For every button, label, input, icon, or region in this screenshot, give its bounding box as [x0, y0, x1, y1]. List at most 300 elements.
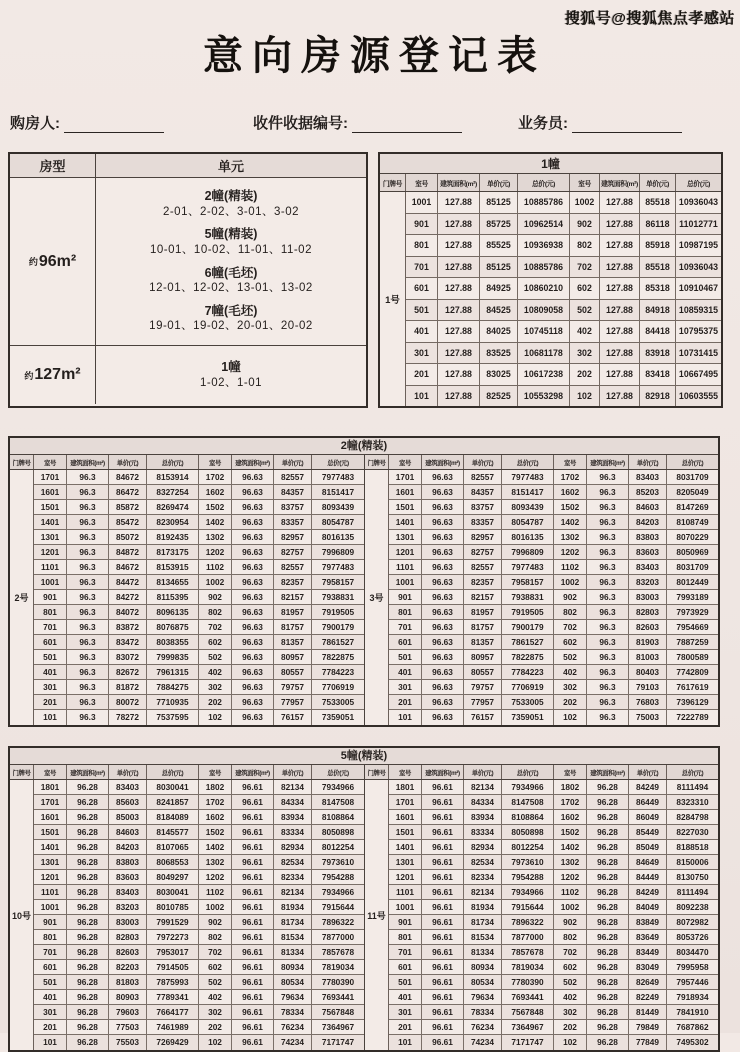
- total-price-cell: 7938831: [321, 591, 355, 602]
- total-price-cell: 8151417: [502, 485, 554, 499]
- door-number-3: 3号: [365, 470, 389, 725]
- unit-price-cell: 86472: [109, 485, 147, 499]
- unit-price-cell: 85518: [640, 257, 676, 278]
- column-header: 单价(元): [274, 455, 312, 469]
- unit-price-cell: 79634: [274, 990, 312, 1004]
- area-cell: 127.88: [438, 192, 480, 213]
- total-price-cell: 7918934: [676, 991, 709, 1002]
- area-cell: 96.61: [422, 870, 464, 884]
- total-price-cell: 7780390: [321, 976, 355, 987]
- price-row: [34, 560, 364, 575]
- column-header: 室号: [389, 765, 422, 779]
- unit-price-cell: 82603: [109, 945, 147, 959]
- area-cell: 96.63: [232, 515, 274, 529]
- area-cell: 96.3: [587, 515, 629, 529]
- column-header: 建筑面积(m²): [232, 765, 274, 779]
- room-no-cell: 102: [570, 386, 600, 407]
- unit-list: 10-01、10-02、11-01、11-02: [150, 244, 312, 256]
- price-row: [389, 605, 718, 620]
- column-header: 总价(元): [681, 459, 704, 467]
- unit-price-cell: 76157: [464, 710, 502, 725]
- room-no-cell: 401: [34, 665, 67, 679]
- area-cell: 96.3: [67, 650, 109, 664]
- unit-price-cell: 81803: [109, 975, 147, 989]
- unit-price-cell: 83334: [464, 825, 502, 839]
- unit-price-cell: 83025: [480, 364, 518, 385]
- room-no-cell: 302: [199, 1005, 232, 1019]
- room-type-row-96: [10, 178, 366, 346]
- unit-price-cell: 80534: [464, 975, 502, 989]
- total-price-cell: 7884275: [147, 680, 199, 694]
- price-row: [389, 855, 718, 870]
- room-no-cell: 1701: [34, 470, 67, 484]
- unit-price-cell: 83072: [109, 650, 147, 664]
- room-no-cell: 202: [554, 695, 587, 709]
- header-group-right: [364, 765, 718, 779]
- area-cell: 96.28: [587, 855, 629, 869]
- room-no-cell: 502: [199, 650, 232, 664]
- room-no-cell: 302: [554, 680, 587, 694]
- unit-price-cell: 79603: [109, 1005, 147, 1019]
- room-no-cell: 702: [554, 620, 587, 634]
- unit-price-cell: 82957: [464, 530, 502, 544]
- price-row: [34, 900, 364, 915]
- area-cell: 96.61: [422, 810, 464, 824]
- room-no-cell: 201: [34, 695, 67, 709]
- unit-price-cell: 85872: [109, 500, 147, 514]
- total-price-cell: 8072982: [676, 916, 709, 927]
- unit-group: [163, 189, 299, 219]
- total-price-cell: 7900179: [502, 620, 554, 634]
- buyer-blank-line: [64, 115, 164, 133]
- unit-price-cell: 84418: [640, 321, 676, 342]
- unit-price-cell: 83934: [464, 810, 502, 824]
- price-row: [34, 975, 364, 990]
- area-cell: 96.3: [587, 620, 629, 634]
- total-price-cell: 8130750: [676, 871, 709, 882]
- total-price-cell: 10910467: [678, 283, 719, 294]
- unit-2-rows: [34, 470, 364, 725]
- door-number-10: 10号: [10, 780, 34, 1050]
- room-no-cell: 1201: [34, 545, 67, 559]
- total-price-cell: 7915644: [321, 901, 355, 912]
- door-number-2: 2号: [10, 470, 34, 725]
- total-price-cell: 8054787: [321, 516, 355, 527]
- total-price-cell: 8049297: [147, 870, 199, 884]
- total-price-cell: 7996809: [321, 546, 355, 557]
- room-no-cell: 802: [554, 930, 587, 944]
- unit-price-cell: 76234: [464, 1020, 502, 1034]
- room-no-cell: 802: [199, 930, 232, 944]
- column-header: 单价(元): [109, 455, 147, 469]
- room-no-cell: 902: [554, 590, 587, 604]
- area-cell: 127.88: [438, 278, 480, 299]
- room-no-cell: 1301: [389, 530, 422, 544]
- unit-price-cell: 84334: [274, 795, 312, 809]
- price-row: [389, 530, 718, 545]
- unit-price-cell: 84525: [480, 300, 518, 321]
- unit-price-cell: 84272: [109, 590, 147, 604]
- area-cell: 96.61: [422, 885, 464, 899]
- area-cell: 96.61: [232, 1035, 274, 1050]
- unit-price-cell: 82803: [109, 930, 147, 944]
- door-number-1: 1号: [380, 192, 406, 406]
- area-cell: 96.28: [67, 1035, 109, 1050]
- unit-price-cell: 83918: [640, 343, 676, 364]
- room-no-cell: 901: [34, 590, 67, 604]
- price-row: [34, 840, 364, 855]
- room-type-column-header: 房型: [10, 154, 96, 177]
- unit-price-cell: 81357: [274, 635, 312, 649]
- column-header: 单价(元): [629, 455, 667, 469]
- area-cell: 96.28: [67, 900, 109, 914]
- receipt-number-label: 收件收据编号:: [253, 115, 348, 132]
- area-cell: 96.28: [587, 840, 629, 854]
- room-no-cell: 1201: [34, 870, 67, 884]
- unit-price-cell: 84357: [464, 485, 502, 499]
- area-cell: 127.88: [438, 235, 480, 256]
- price-row: [389, 590, 718, 605]
- total-price-cell: 7996809: [502, 545, 554, 559]
- room-no-cell: 702: [554, 945, 587, 959]
- total-price-cell: 8107065: [147, 840, 199, 854]
- room-no-cell: 301: [406, 343, 438, 364]
- building-name: 7幢(毛坯): [204, 303, 258, 318]
- total-price-cell: 7784223: [502, 665, 554, 679]
- area-cell: 96.28: [587, 810, 629, 824]
- total-price-cell: 7269429: [147, 1035, 199, 1050]
- column-header: 室号: [389, 455, 422, 469]
- unit-price-cell: 81903: [629, 635, 667, 649]
- room-no-cell: 1702: [554, 795, 587, 809]
- total-price-cell: 8054787: [502, 515, 554, 529]
- unit-price-cell: 83403: [109, 780, 147, 794]
- unit-price-cell: 84357: [274, 485, 312, 499]
- total-price-cell: 7977483: [321, 561, 355, 572]
- area-cell: 96.28: [587, 930, 629, 944]
- total-price-cell: 8070229: [676, 531, 709, 542]
- price-row: [389, 900, 718, 915]
- price-row: [34, 930, 364, 945]
- room-no-cell: 1101: [389, 885, 422, 899]
- price-row: [34, 915, 364, 930]
- area-cell: 96.28: [67, 930, 109, 944]
- total-price-cell: 10731415: [678, 347, 719, 358]
- unit-price-cell: 80957: [464, 650, 502, 664]
- total-price-cell: 7993189: [676, 591, 709, 602]
- room-no-cell: 201: [34, 1020, 67, 1034]
- building-1-rows: [406, 192, 721, 406]
- area-cell: 96.28: [587, 870, 629, 884]
- room-no-cell: 1001: [34, 900, 67, 914]
- area-cell: 96.61: [232, 900, 274, 914]
- unit-price-cell: 85918: [640, 235, 676, 256]
- room-no-cell: 1601: [34, 485, 67, 499]
- room-no-cell: 502: [199, 975, 232, 989]
- unit-groups-96: [96, 178, 366, 345]
- unit-price-cell: 84925: [480, 278, 518, 299]
- price-row: [389, 810, 718, 825]
- door-number-11: 11号: [365, 780, 389, 1050]
- area-cell: 96.61: [232, 840, 274, 854]
- unit-3-rows: [389, 470, 718, 725]
- unit-price-cell: 77957: [464, 695, 502, 709]
- price-row: [406, 321, 721, 343]
- area-cell: 96.28: [587, 945, 629, 959]
- room-no-cell: 1302: [554, 530, 587, 544]
- unit-price-cell: 83849: [629, 915, 667, 929]
- unit-price-cell: 82757: [464, 545, 502, 559]
- price-row: [34, 825, 364, 840]
- price-row: [389, 780, 718, 795]
- area-cell: 96.61: [422, 825, 464, 839]
- area-cell: 96.28: [67, 960, 109, 974]
- total-price-cell: 7999835: [147, 650, 199, 664]
- price-row: [389, 795, 718, 810]
- room-no-cell: 701: [406, 257, 438, 278]
- area-cell: 96.3: [67, 635, 109, 649]
- room-no-cell: 302: [554, 1005, 587, 1019]
- total-price-cell: 7958157: [502, 575, 554, 589]
- price-row: [389, 635, 718, 650]
- room-no-cell: 101: [389, 1035, 422, 1050]
- column-header: 室号: [34, 455, 67, 469]
- unit-price-cell: 84918: [640, 300, 676, 321]
- price-row: [406, 235, 721, 257]
- room-no-cell: 1501: [34, 500, 67, 514]
- total-price-cell: 7822875: [321, 651, 355, 662]
- total-price-cell: 8010785: [147, 900, 199, 914]
- room-no-cell: 1501: [34, 825, 67, 839]
- area-cell: 96.63: [232, 695, 274, 709]
- room-no-cell: 1401: [34, 840, 67, 854]
- price-row: [389, 840, 718, 855]
- room-no-cell: 1601: [34, 810, 67, 824]
- room-no-cell: 1502: [554, 825, 587, 839]
- column-header: 总价(元): [147, 765, 199, 779]
- area-cell: 96.28: [587, 900, 629, 914]
- unit-price-cell: 84449: [629, 870, 667, 884]
- unit-price-cell: 76157: [274, 710, 312, 725]
- room-no-cell: 1401: [389, 840, 422, 854]
- area-cell: 96.63: [232, 710, 274, 725]
- area-cell: 96.63: [422, 590, 464, 604]
- unit-price-cell: 82803: [629, 605, 667, 619]
- room-no-cell: 1601: [389, 810, 422, 824]
- price-row: [34, 515, 364, 530]
- price-row: [34, 530, 364, 545]
- price-row: [389, 915, 718, 930]
- unit-price-cell: 83403: [629, 470, 667, 484]
- room-no-cell: 1102: [554, 560, 587, 574]
- area-cell: 96.3: [67, 470, 109, 484]
- area-cell: 96.3: [67, 605, 109, 619]
- price-row: [34, 665, 364, 680]
- column-header: 门牌号: [380, 174, 406, 191]
- area-cell: 127.88: [438, 300, 480, 321]
- unit-price-cell: 82249: [629, 990, 667, 1004]
- unit-price-cell: 82918: [640, 386, 676, 407]
- unit-price-cell: 85203: [629, 485, 667, 499]
- area-cell: 96.61: [422, 990, 464, 1004]
- area-cell: 96.61: [422, 975, 464, 989]
- unit-column-header: 单元: [217, 159, 244, 174]
- area-cell: 96.28: [67, 1020, 109, 1034]
- area-cell: 96.63: [422, 470, 464, 484]
- area-cell: 96.28: [587, 825, 629, 839]
- unit-price-cell: 80934: [274, 960, 312, 974]
- room-no-cell: 1401: [34, 515, 67, 529]
- unit-price-cell: 84203: [629, 515, 667, 529]
- total-price-cell: 8031709: [676, 471, 709, 482]
- price-row: [34, 945, 364, 960]
- unit-price-cell: 79849: [629, 1020, 667, 1034]
- unit-price-cell: 81934: [274, 900, 312, 914]
- total-price-cell: 7171747: [321, 1037, 355, 1048]
- area-cell: 96.63: [422, 500, 464, 514]
- column-header: 总价(元): [518, 174, 570, 191]
- unit-price-cell: 80534: [274, 975, 312, 989]
- column-header: 室号: [34, 765, 67, 779]
- unit-price-cell: 80072: [109, 695, 147, 709]
- total-price-cell: 7693441: [502, 990, 554, 1004]
- unit-price-cell: 77957: [274, 695, 312, 709]
- price-row: [389, 695, 718, 710]
- area-cell: 96.3: [67, 530, 109, 544]
- column-header: 室号: [554, 455, 587, 469]
- room-no-cell: 1402: [199, 840, 232, 854]
- unit-price-cell: 82134: [274, 780, 312, 794]
- room-no-cell: 302: [199, 680, 232, 694]
- price-row: [34, 810, 364, 825]
- receipt-blank-line: [352, 115, 462, 133]
- room-no-cell: 102: [199, 1035, 232, 1050]
- unit-price-cell: 83603: [109, 870, 147, 884]
- area-cell: 96.61: [422, 930, 464, 944]
- column-header: 总价(元): [147, 455, 199, 469]
- price-row: [389, 870, 718, 885]
- header-group-left: [10, 455, 364, 469]
- total-price-cell: 7822875: [502, 650, 554, 664]
- unit-price-cell: 85725: [480, 214, 518, 235]
- agent-field: [518, 112, 682, 133]
- column-header: 总价(元): [681, 769, 704, 777]
- area-cell: 96.3: [587, 665, 629, 679]
- room-no-cell: 1301: [34, 530, 67, 544]
- price-row: [406, 386, 721, 407]
- column-header: 建筑面积(m²): [438, 174, 480, 191]
- unit-price-cell: 83472: [109, 635, 147, 649]
- unit-price-cell: 81449: [629, 1005, 667, 1019]
- unit-price-cell: 82357: [274, 575, 312, 589]
- area-cell: 96.61: [232, 870, 274, 884]
- column-header: 建筑面积(m²): [587, 455, 629, 469]
- unit-price-cell: 81957: [274, 605, 312, 619]
- total-price-cell: 7359051: [321, 712, 355, 723]
- area-cell: 96.63: [422, 635, 464, 649]
- total-price-cell: 7877000: [502, 930, 554, 944]
- price-row: [389, 710, 718, 725]
- total-price-cell: 7919505: [321, 606, 355, 617]
- unit-price-cell: 83357: [464, 515, 502, 529]
- area-cell: 96.28: [587, 990, 629, 1004]
- total-price-cell: 10885786: [518, 257, 570, 278]
- price-row: [389, 1005, 718, 1020]
- room-no-cell: 202: [199, 1020, 232, 1034]
- total-price-cell: 8188518: [676, 841, 709, 852]
- unit-price-cell: 82934: [464, 840, 502, 854]
- room-no-cell: 1502: [199, 825, 232, 839]
- room-no-cell: 1801: [389, 780, 422, 794]
- area-cell: 96.61: [422, 1035, 464, 1050]
- area-cell: 96.63: [422, 545, 464, 559]
- unit-price-cell: 80934: [464, 960, 502, 974]
- total-price-cell: 7972273: [147, 930, 199, 944]
- total-price-cell: 7364967: [502, 1020, 554, 1034]
- price-row: [34, 795, 364, 810]
- total-price-cell: 10860210: [518, 278, 570, 299]
- room-no-cell: 1101: [34, 885, 67, 899]
- price-row: [34, 680, 364, 695]
- room-no-cell: 1001: [34, 575, 67, 589]
- room-no-cell: 1101: [34, 560, 67, 574]
- price-row: [34, 500, 364, 515]
- room-no-cell: 1002: [554, 900, 587, 914]
- total-price-cell: 7934966: [502, 885, 554, 899]
- approx-prefix: 约: [28, 257, 38, 267]
- total-price-cell: 7617619: [676, 681, 709, 692]
- unit-price-cell: 85518: [640, 192, 676, 213]
- room-no-cell: 501: [34, 975, 67, 989]
- area-cell: 96.61: [422, 915, 464, 929]
- area-cell: 96.3: [67, 665, 109, 679]
- area-cell: 96.63: [232, 545, 274, 559]
- unit-price-cell: 75503: [109, 1035, 147, 1050]
- area-cell: 96.63: [422, 650, 464, 664]
- total-price-cell: 8016135: [502, 530, 554, 544]
- unit-price-cell: 83003: [629, 590, 667, 604]
- area-cell: 96.63: [422, 695, 464, 709]
- column-header: 单价(元): [640, 174, 676, 191]
- room-no-cell: 1702: [199, 795, 232, 809]
- room-no-cell: 1602: [554, 810, 587, 824]
- unit-list: 1-02、1-01: [199, 376, 263, 389]
- area-cell: 96.3: [587, 635, 629, 649]
- room-no-cell: 1501: [389, 500, 422, 514]
- building-name: 2幢(精装): [204, 189, 258, 204]
- column-header: 室号: [570, 174, 600, 191]
- unit-price-cell: 83757: [464, 500, 502, 514]
- total-price-cell: 7800589: [676, 651, 709, 662]
- room-no-cell: 901: [34, 915, 67, 929]
- unit-price-cell: 84249: [629, 885, 667, 899]
- column-header: 建筑面积(m²): [422, 455, 464, 469]
- area-cell: 96.61: [232, 855, 274, 869]
- room-no-cell: 702: [199, 945, 232, 959]
- column-header: 建筑面积(m²): [587, 765, 629, 779]
- room-no-cell: 402: [570, 321, 600, 342]
- total-price-cell: 7789341: [147, 990, 199, 1004]
- room-no-cell: 1002: [199, 900, 232, 914]
- unit-price-cell: 84649: [629, 855, 667, 869]
- total-price-cell: 7954669: [676, 621, 709, 632]
- room-no-cell: 1601: [389, 485, 422, 499]
- column-header: 单价(元): [274, 765, 312, 779]
- area-cell: 96.61: [232, 945, 274, 959]
- column-header: 室号: [406, 174, 438, 191]
- unit-price-cell: 78334: [464, 1005, 502, 1019]
- price-row: [34, 870, 364, 885]
